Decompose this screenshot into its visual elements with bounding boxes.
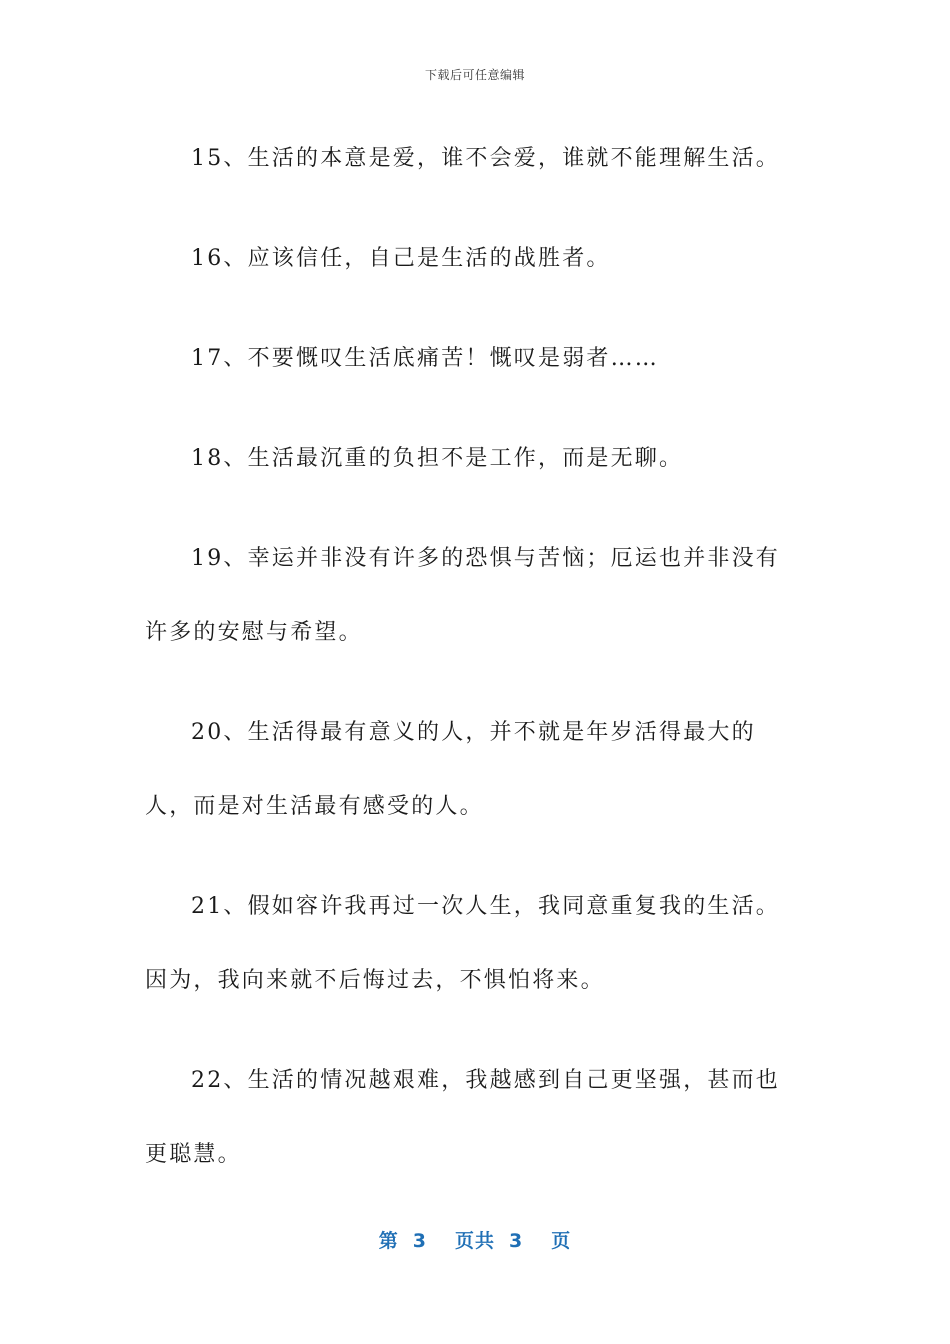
header-note: 下载后可任意编辑 — [424, 68, 525, 82]
paragraph-22: 22、生活的情况越艰难，我越感到自己更坚强，甚而也更聪慧。 — [145, 1068, 780, 1167]
paragraph-16: 16、应该信任，自己是生活的战胜者。 — [191, 246, 611, 271]
paragraph-18: 18、生活最沉重的负担不是工作，而是无聊。 — [191, 446, 684, 471]
paragraph-20: 20、生活得最有意义的人，并不就是年岁活得最大的人，而是对生活最有感受的人。 — [145, 720, 756, 819]
paragraph-17: 17、不要慨叹生活底痛苦！慨叹是弱者…… — [191, 346, 659, 371]
footer-suffix: 页 — [551, 1230, 572, 1252]
footer-page-number: 3 — [412, 1230, 427, 1252]
paragraph-15: 15、生活的本意是爱，谁不会爱，谁就不能理解生活。 — [191, 146, 780, 171]
document-body — [145, 122, 795, 1218]
page-footer — [0, 1226, 950, 1253]
footer-total-pages: 3 — [509, 1230, 524, 1252]
footer-middle: 页共 — [454, 1230, 495, 1252]
paragraph-19: 19、幸运并非没有许多的恐惧与苦恼；厄运也并非没有许多的安慰与希望。 — [145, 546, 780, 645]
footer-prefix: 第 — [378, 1230, 399, 1252]
paragraph-21: 21、假如容许我再过一次人生，我同意重复我的生活。因为，我向来就不后悔过去，不惧怕将来。 — [145, 894, 780, 993]
